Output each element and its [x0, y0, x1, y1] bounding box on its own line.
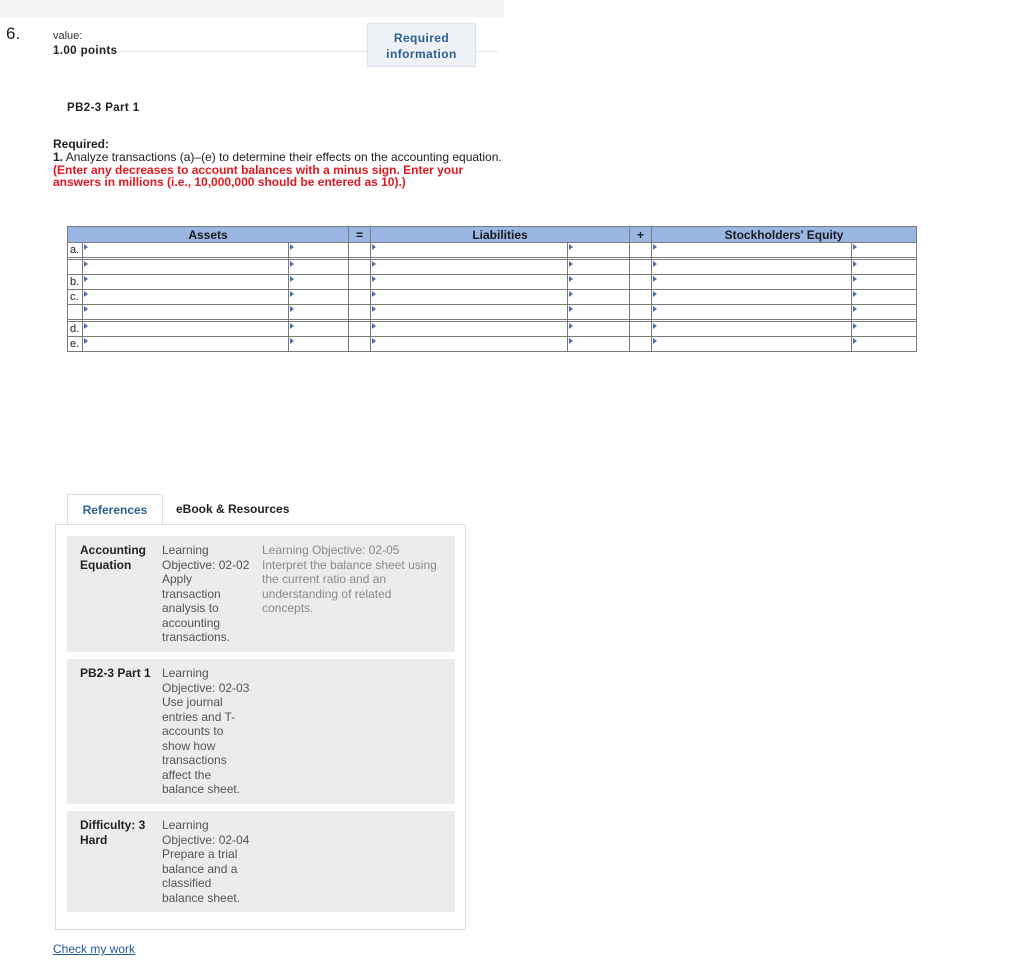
equals-cell — [349, 260, 371, 275]
reference-objective: Learning Objective: 02-03 Use journal entries and T-accounts to show how transactions affect the balance sheet. — [162, 666, 250, 796]
assets-account-input[interactable] — [83, 275, 289, 290]
table-row — [68, 260, 917, 275]
reference-key: PB2-3 Part 1 — [80, 666, 151, 680]
liabilities-amount-input[interactable] — [568, 337, 630, 352]
instruction-text: Analyze transactions (a)–(e) to determine their effects on the accounting equation. — [65, 150, 502, 164]
check-my-work-link[interactable]: Check my work — [53, 942, 136, 956]
transaction-label — [68, 305, 83, 320]
equity-account-input[interactable] — [652, 260, 852, 275]
equals-cell — [349, 243, 371, 258]
assets-amount-input[interactable] — [289, 322, 349, 337]
equity-amount-input[interactable] — [852, 243, 917, 258]
instructions — [53, 151, 503, 189]
transaction-label: e. — [68, 337, 83, 352]
assets-amount-input[interactable] — [289, 337, 349, 352]
table-row — [68, 337, 917, 352]
equity-account-input[interactable] — [652, 290, 852, 305]
reference-card — [67, 659, 455, 804]
liabilities-amount-input[interactable] — [568, 260, 630, 275]
liabilities-amount-input[interactable] — [568, 275, 630, 290]
reference-objective-secondary: Learning Objective: 02-05 Interpret the balance sheet using the current ratio and an understanding of related concepts. — [262, 543, 437, 615]
equity-account-input[interactable] — [652, 243, 852, 258]
liabilities-header: Liabilities — [371, 227, 630, 243]
liabilities-account-input[interactable] — [371, 290, 568, 305]
plus-header: + — [630, 227, 652, 243]
liabilities-account-input[interactable] — [371, 275, 568, 290]
liabilities-account-input[interactable] — [371, 243, 568, 258]
transaction-label: d. — [68, 322, 83, 337]
equals-cell — [349, 337, 371, 352]
assets-account-input[interactable] — [83, 322, 289, 337]
liabilities-amount-input[interactable] — [568, 322, 630, 337]
plus-cell — [630, 260, 652, 275]
equals-cell — [349, 290, 371, 305]
assets-account-input[interactable] — [83, 305, 289, 320]
part-title: PB2-3 Part 1 — [67, 102, 140, 114]
plus-cell — [630, 322, 652, 337]
equity-header: Stockholders' Equity — [652, 227, 917, 243]
transaction-label: a. — [68, 243, 83, 258]
top-bar — [0, 0, 504, 17]
transaction-label: b. — [68, 275, 83, 290]
required-heading: Required: — [53, 137, 110, 151]
liabilities-amount-input[interactable] — [568, 243, 630, 258]
assets-account-input[interactable] — [83, 260, 289, 275]
assets-amount-input[interactable] — [289, 305, 349, 320]
assets-account-input[interactable] — [83, 243, 289, 258]
table-row — [68, 305, 917, 320]
plus-cell — [630, 337, 652, 352]
reference-card — [67, 536, 455, 652]
assets-amount-input[interactable] — [289, 260, 349, 275]
points-value: 1.00 points — [53, 45, 118, 57]
equals-cell — [349, 275, 371, 290]
equity-amount-input[interactable] — [852, 322, 917, 337]
equity-amount-input[interactable] — [852, 260, 917, 275]
transaction-label: c. — [68, 290, 83, 305]
table-row — [68, 243, 917, 258]
tab-ebook-resources[interactable]: eBook & Resources — [176, 502, 290, 516]
table-row — [68, 322, 917, 337]
table-row — [68, 290, 917, 305]
equals-cell — [349, 322, 371, 337]
equity-account-input[interactable] — [652, 275, 852, 290]
equity-account-input[interactable] — [652, 322, 852, 337]
assets-account-input[interactable] — [83, 337, 289, 352]
reference-key: Difficulty: 3 Hard — [80, 818, 146, 847]
equity-amount-input[interactable] — [852, 305, 917, 320]
liabilities-account-input[interactable] — [371, 305, 568, 320]
liabilities-account-input[interactable] — [371, 337, 568, 352]
assets-amount-input[interactable] — [289, 243, 349, 258]
plus-cell — [630, 275, 652, 290]
liabilities-account-input[interactable] — [371, 260, 568, 275]
references-panel — [55, 524, 466, 930]
table-row — [68, 275, 917, 290]
value-label: value: — [53, 30, 83, 42]
reference-objective: Learning Objective: 02-04 Prepare a trial balance and a classified balance sheet. — [162, 818, 250, 905]
liabilities-amount-input[interactable] — [568, 305, 630, 320]
equals-header: = — [349, 227, 371, 243]
equity-account-input[interactable] — [652, 305, 852, 320]
liabilities-amount-input[interactable] — [568, 290, 630, 305]
equity-account-input[interactable] — [652, 337, 852, 352]
assets-header: Assets — [68, 227, 349, 243]
instruction-warning: (Enter any decreases to account balances with a minus sign. Enter your answers in millions (i.e., 10,000,000 should be entered as 10).) — [53, 162, 464, 189]
plus-cell — [630, 305, 652, 320]
transaction-label — [68, 260, 83, 275]
accounting-equation-table — [67, 226, 917, 352]
reference-objective: Learning Objective: 02-02 Apply transaction analysis to accounting transactions. — [162, 543, 250, 644]
assets-amount-input[interactable] — [289, 290, 349, 305]
required-information-button[interactable]: Required information — [367, 23, 476, 67]
equity-amount-input[interactable] — [852, 290, 917, 305]
plus-cell — [630, 290, 652, 305]
equity-amount-input[interactable] — [852, 337, 917, 352]
assets-account-input[interactable] — [83, 290, 289, 305]
tab-references[interactable]: References — [67, 494, 163, 525]
instruction-number: 1. — [53, 150, 64, 164]
reference-card — [67, 811, 455, 912]
question-number: 6. — [6, 24, 21, 43]
plus-cell — [630, 243, 652, 258]
reference-key: Accounting Equation — [80, 543, 146, 572]
liabilities-account-input[interactable] — [371, 322, 568, 337]
equity-amount-input[interactable] — [852, 275, 917, 290]
assets-amount-input[interactable] — [289, 275, 349, 290]
equals-cell — [349, 305, 371, 320]
